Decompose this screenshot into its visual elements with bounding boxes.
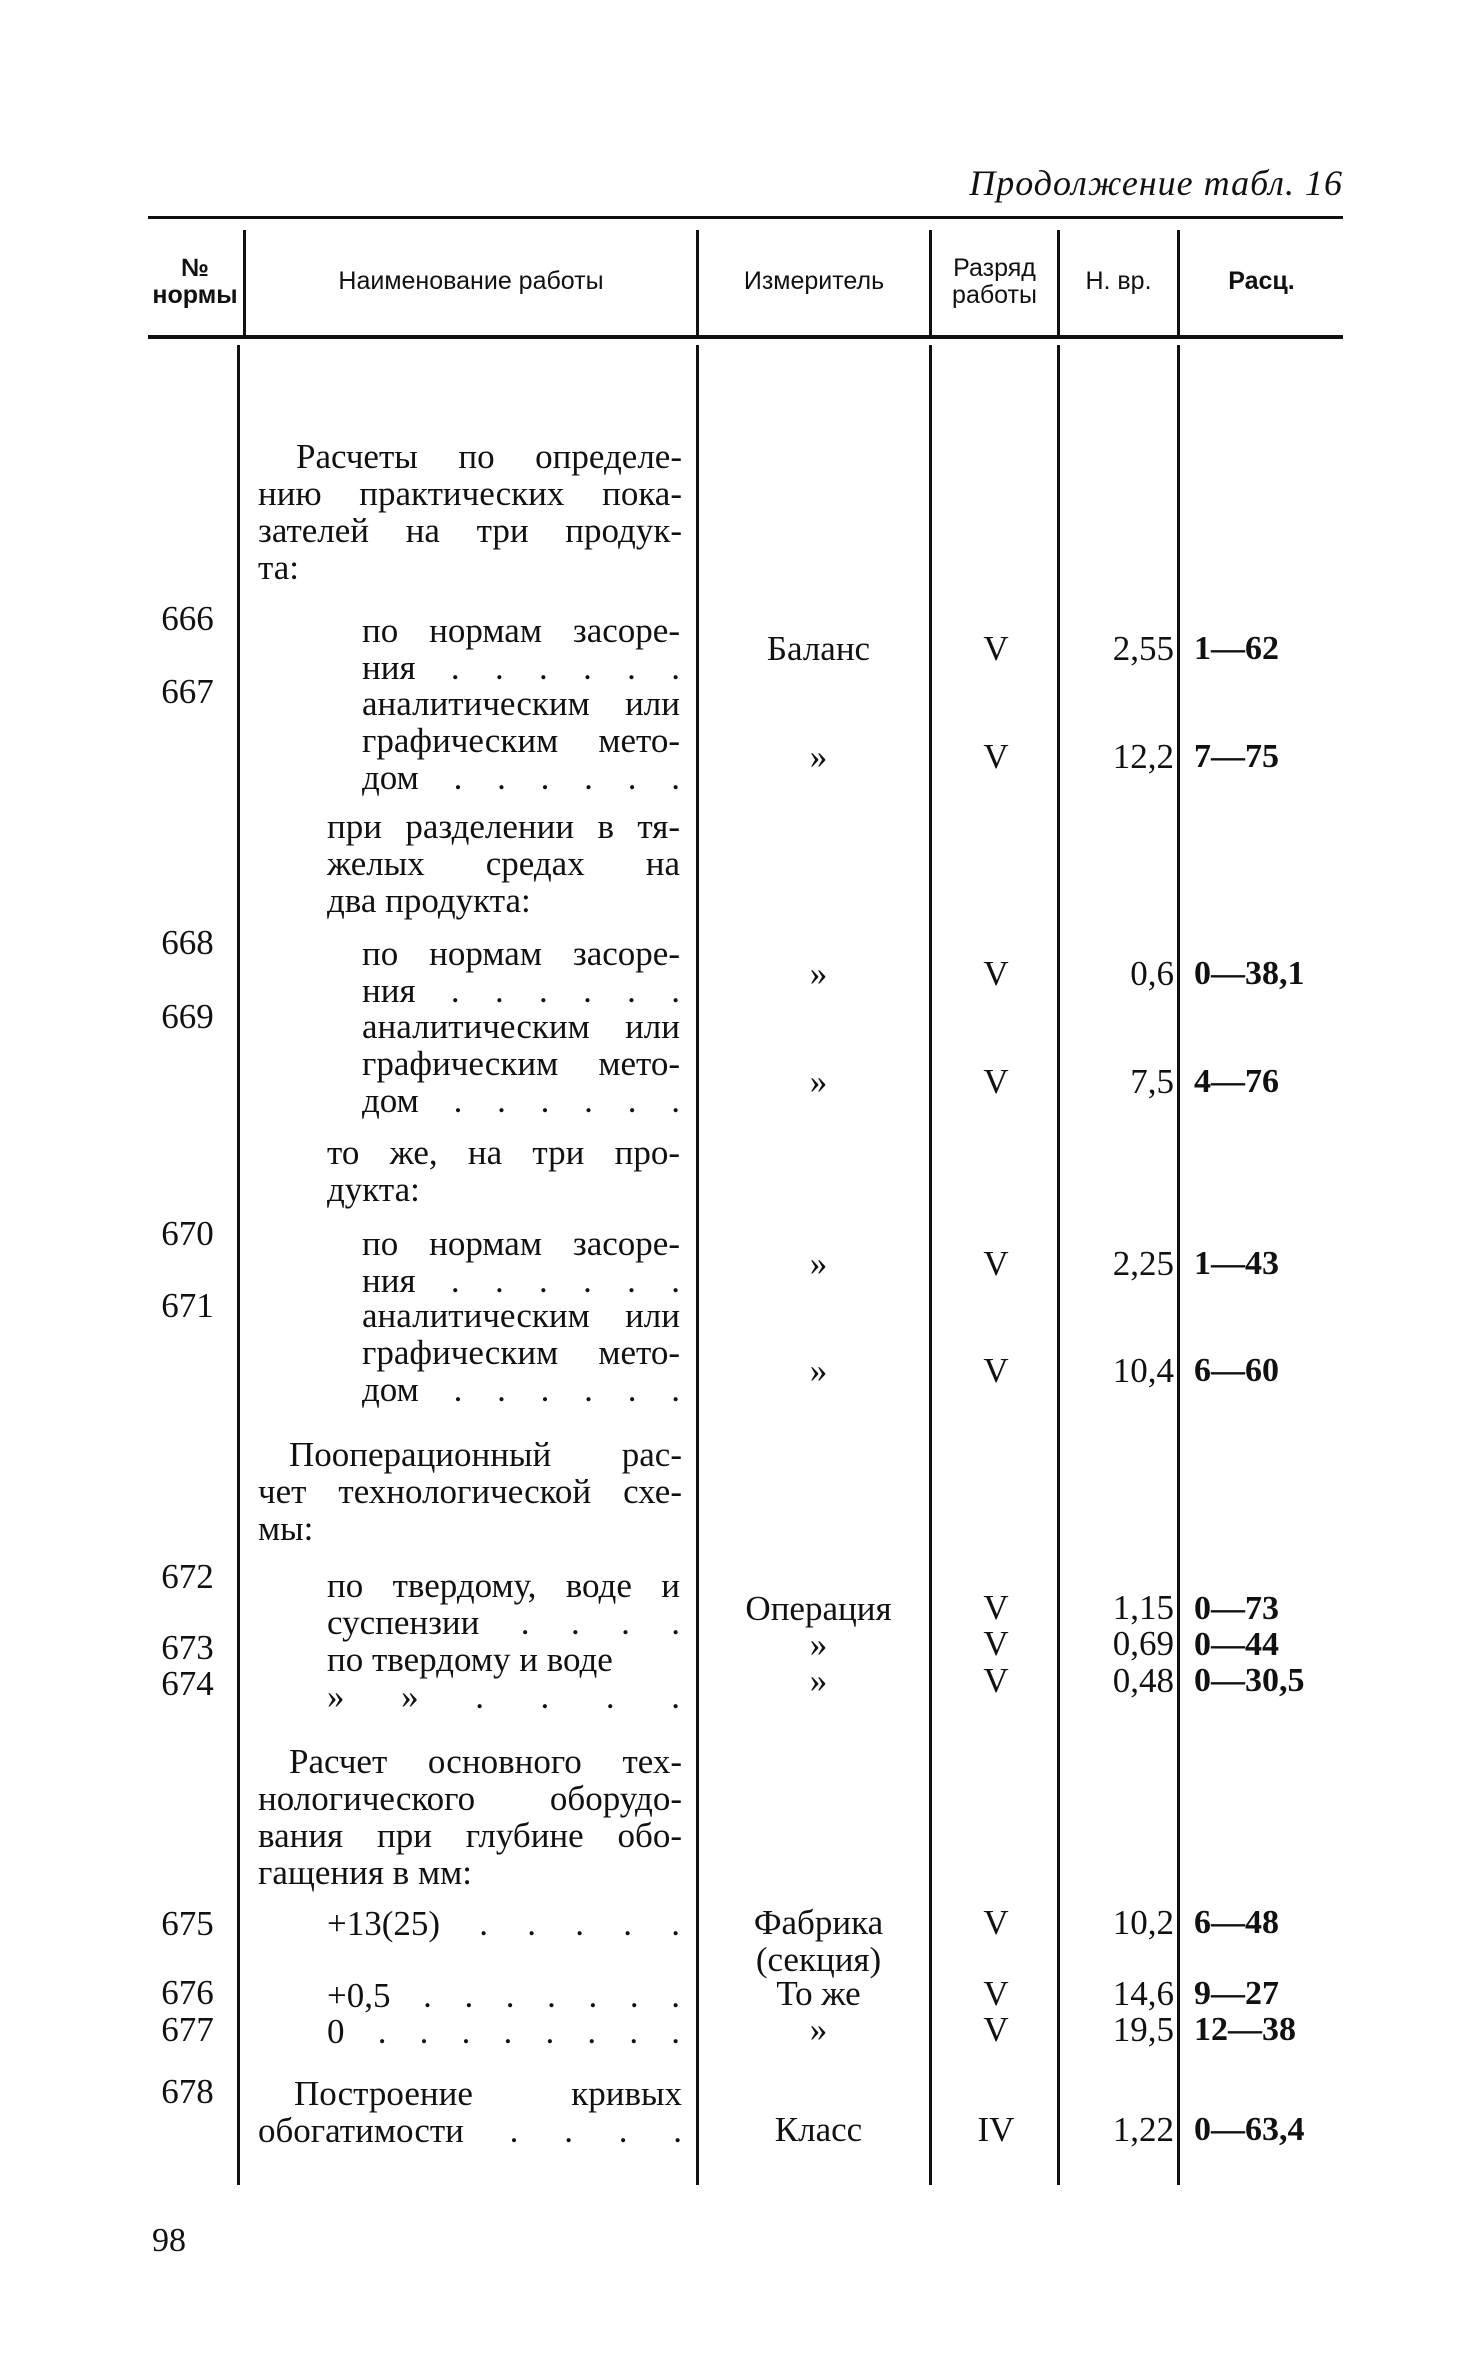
measure-cell: Класс: [774, 2110, 863, 2149]
grade-cell: V: [983, 1624, 1009, 1663]
work-name-line: по нормам засоре-: [362, 934, 680, 973]
grade-cell: V: [983, 737, 1009, 776]
work-name-line: аналитическим или: [362, 1296, 680, 1335]
section-line: Пооперационный рас-: [289, 1435, 682, 1474]
norm-number: 671: [161, 1286, 214, 1325]
time-cell: 2,25: [1112, 1244, 1174, 1283]
rate-cell: 6—48: [1194, 1904, 1279, 1941]
time-cell: 19,5: [1112, 2010, 1174, 2049]
table-caption: Продолжение табл. 16: [969, 163, 1343, 203]
header-work-name: Наименование работы: [338, 267, 604, 296]
section-line: дукта:: [327, 1170, 420, 1209]
rate-cell: 0—73: [1194, 1590, 1279, 1627]
measure-line: Фабрика: [753, 1903, 884, 1942]
time-cell: 1,15: [1112, 1588, 1174, 1627]
top-rule: [148, 216, 1343, 219]
grade-cell: V: [983, 1062, 1009, 1101]
header-measure: Измеритель: [743, 267, 885, 296]
time-cell: 2,55: [1112, 629, 1174, 668]
column-divider: [1177, 345, 1180, 2185]
measure-cell: Баланс: [766, 629, 871, 668]
header-rate: Расц.: [1228, 267, 1295, 296]
work-name-line: Построение кривых: [294, 2074, 682, 2113]
section-line: желых средах на: [327, 844, 680, 883]
rate-cell: 9—27: [1194, 1975, 1279, 2012]
page-number: 98: [152, 2222, 186, 2259]
work-name: [327, 1678, 680, 1715]
work-name: [362, 612, 680, 686]
work-name-line: 0 . . . . . . . .: [327, 2012, 680, 2051]
section-line: два продукта:: [327, 881, 531, 920]
column-divider: [237, 345, 240, 2185]
work-name-line: графическим мето-: [362, 1044, 680, 1083]
norm-number: 675: [161, 1904, 214, 1943]
work-name-line: обогатимости . . . .: [258, 2111, 682, 2150]
header-norm-number: [148, 232, 242, 332]
work-name-line: дом . . . . . .: [362, 1081, 680, 1120]
grade-cell: V: [983, 1351, 1009, 1390]
measure-cell: »: [809, 2010, 828, 2049]
section-line: вания при глубине обо-: [258, 1816, 682, 1855]
section-line: та:: [258, 548, 299, 587]
time-cell: 0,48: [1112, 1661, 1174, 1700]
rate-cell: 0—30,5: [1194, 1662, 1305, 1699]
measure-cell: »: [809, 1062, 828, 1101]
norm-number: 673: [161, 1628, 214, 1667]
norm-number: 668: [161, 923, 214, 962]
work-name: [362, 685, 680, 796]
section-heading: [327, 1134, 680, 1208]
rate-cell: 0—44: [1194, 1626, 1279, 1663]
rate-cell: 6—60: [1194, 1352, 1279, 1389]
work-name-line: ния . . . . . .: [362, 648, 680, 687]
work-name-line: по нормам засоре-: [362, 611, 680, 650]
work-name: [362, 1008, 680, 1119]
grade-cell: V: [983, 629, 1009, 668]
measure-cell: »: [809, 1625, 828, 1664]
time-cell: 12,2: [1112, 737, 1174, 776]
section-line: зателей на три продук-: [258, 511, 682, 550]
work-name-line: +13(25) . . . . .: [327, 1904, 680, 1943]
grade-cell: V: [983, 2010, 1009, 2049]
header-grade: [932, 232, 1057, 332]
norm-number: 674: [161, 1664, 214, 1703]
header-norm-word: нормы: [152, 281, 238, 309]
measure-cell: »: [809, 954, 828, 993]
grade-cell: V: [983, 1661, 1009, 1700]
section-line: при разделении в тя-: [327, 807, 680, 846]
work-name-line: графическим мето-: [362, 1333, 680, 1372]
work-name: [327, 1977, 680, 2014]
grade-cell: V: [983, 1588, 1009, 1627]
norm-number: 667: [161, 672, 214, 711]
norm-number: 676: [161, 1973, 214, 2012]
work-name-line: аналитическим или: [362, 1007, 680, 1046]
section-heading: [258, 1436, 682, 1547]
work-name: [327, 1641, 680, 1678]
norm-number: 669: [161, 997, 214, 1036]
measure-line: (секция): [755, 1940, 882, 1979]
time-cell: 14,6: [1112, 1974, 1174, 2013]
measure-cell: »: [809, 1661, 828, 1700]
section-line: нологического оборудо-: [258, 1779, 682, 1818]
norm-number: 678: [161, 2072, 214, 2111]
rate-cell: 0—38,1: [1194, 955, 1305, 992]
norm-number: 672: [161, 1557, 214, 1596]
column-divider: [696, 345, 699, 2185]
time-cell: 10,4: [1112, 1351, 1174, 1390]
section-line: гащения в мм:: [258, 1853, 472, 1892]
grade-cell: V: [983, 1974, 1009, 2013]
section-heading: [258, 1743, 682, 1891]
section-line: то же, на три про-: [327, 1133, 680, 1172]
work-name-line: ния . . . . . .: [362, 1261, 680, 1300]
rate-cell: 0—63,4: [1194, 2111, 1305, 2148]
work-name-line: по нормам засоре-: [362, 1224, 680, 1263]
section-line: Расчет основного тех-: [289, 1742, 682, 1781]
time-cell: 0,69: [1112, 1624, 1174, 1663]
section-line: нию практических пока-: [258, 474, 682, 513]
grade-cell: V: [983, 1903, 1009, 1942]
work-name-line: +0,5 . . . . . . .: [327, 1976, 680, 2015]
time-cell: 1,22: [1112, 2110, 1174, 2149]
section-heading: [258, 438, 682, 586]
header-time-norm: Н. вр.: [1085, 267, 1152, 296]
work-name: [362, 1225, 680, 1299]
work-name: [327, 2013, 680, 2050]
measure-cell: То же: [776, 1974, 861, 2013]
work-name: [327, 1905, 680, 1942]
grade-cell: V: [983, 1244, 1009, 1283]
norm-number: 666: [161, 599, 214, 638]
work-name: [258, 2075, 682, 2149]
measure-cell: [700, 1904, 937, 1978]
grade-cell: V: [983, 954, 1009, 993]
rate-cell: 12—38: [1194, 2011, 1296, 2048]
section-line: чет технологической схе-: [258, 1472, 682, 1511]
work-name-line: ния . . . . . .: [362, 971, 680, 1010]
work-name-line: » » . . . .: [327, 1677, 680, 1716]
section-line: мы:: [258, 1509, 314, 1548]
rate-cell: 4—76: [1194, 1063, 1279, 1100]
grade-cell: IV: [977, 2110, 1015, 2149]
section-heading: [327, 808, 680, 919]
work-name-line: по твердому, воде и: [327, 1566, 680, 1605]
header-grade-line1: Разряд: [953, 253, 1036, 282]
measure-cell: »: [809, 1351, 828, 1390]
work-name-line: дом . . . . . .: [362, 758, 680, 797]
measure-cell: Операция: [745, 1589, 892, 1628]
work-name-line: суспензии . . . .: [327, 1603, 680, 1642]
work-name: [362, 935, 680, 1009]
rate-cell: 1—62: [1194, 630, 1279, 667]
header-norm-symbol: №: [181, 253, 209, 282]
measure-cell: »: [809, 1244, 828, 1283]
section-line: Расчеты по определе-: [296, 437, 682, 476]
time-cell: 10,2: [1112, 1903, 1174, 1942]
rate-cell: 1—43: [1194, 1245, 1279, 1282]
norm-number: 670: [161, 1214, 214, 1253]
work-name: [327, 1567, 680, 1641]
measure-cell: »: [809, 737, 828, 776]
norm-number: 677: [161, 2010, 214, 2049]
work-name-line: аналитическим или: [362, 684, 680, 723]
work-name-line: дом . . . . . .: [362, 1370, 680, 1409]
work-name-line: по твердому и воде: [327, 1640, 613, 1679]
time-cell: 7,5: [1130, 1062, 1174, 1101]
work-name: [362, 1297, 680, 1408]
time-cell: 0,6: [1130, 954, 1174, 993]
header-bottom-rule: [148, 335, 1343, 339]
rate-cell: 7—75: [1194, 738, 1279, 775]
work-name-line: графическим мето-: [362, 721, 680, 760]
header-grade-line2: работы: [952, 281, 1037, 309]
